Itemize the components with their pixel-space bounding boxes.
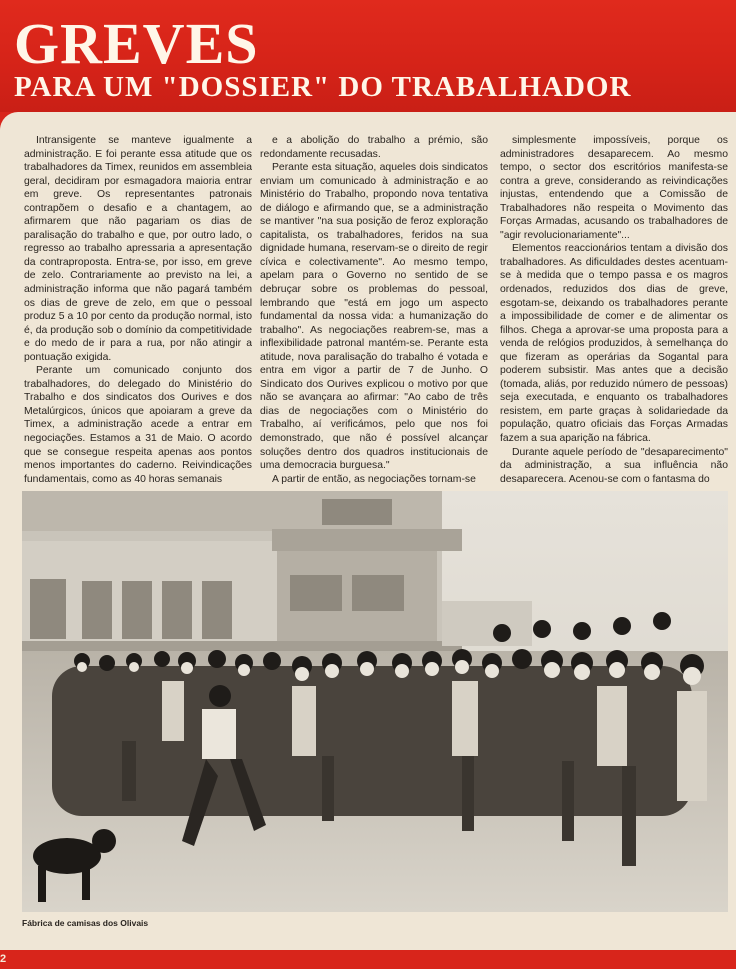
paragraph: A partir de então, as negociações tornam-se <box>272 473 476 484</box>
paragraph: Perante um comunicado conjunto dos trabalhadores, do delegado do Ministério do Trabalho e dos sindicatos dos Ourives e dos Metalúrgicos, únicos que apoiaram a greve da Timex, a administração acede a entrar em negociações. Estamos a 31 de Maio. O acordo que se consegue respeita apenas aos pontos menos importantes do caderno. Reivindicações fundamentais, como as 40 horas semanais <box>24 365 252 484</box>
strike-photo <box>22 491 728 912</box>
paragraph: Durante aquele período de "desaparecimento" da administração, a sua influência não desaparecera. Acenou-se com o fantasma do <box>500 446 728 484</box>
article-subtitle: PARA UM "DOSSIER" DO TRABALHADOR <box>14 71 632 103</box>
page-header <box>0 0 736 112</box>
paragraph: simplesmente impossíveis, porque os administradores desaparecem. Ao mesmo tempo, o sector dos escritórios manifesta-se contra a greve, considerando as reivindicações injustas, entendendo que a Comissão de Trabalhadores não respeita o Movimento das Forças Armadas, acusando os trabalhadores de "agir revolucionariamente"... <box>500 135 728 241</box>
paragraph: e a abolição do trabalho a prémio, são redondamente recusadas. <box>260 135 488 160</box>
photo-caption: Fábrica de camisas dos Olivais <box>22 918 149 928</box>
text-column-2 <box>260 134 488 484</box>
article-title: GREVES <box>14 11 259 76</box>
paragraph: Perante esta situação, aqueles dois sindicatos enviam um comunicado à administração e ao Ministério do Trabalho, propondo nova tentativa de diálogo e afirmando que, se a administração se mantiver "na sua posição de feroz exploração capitalista, os trabalhadores, feridos na sua dignidade humana, reservam-se o direito de regir cívica e colectivamente". Ao mesmo tempo, apelam para o Governo no sentido de se debruçar sobre os problemas do pessoal, lembrando que "está em jogo um aspecto fundamental da nossa vida: a humanização do trabalho". As negociações reabrem-se, mas a inflexibilidade patronal mantém-se. Perante esta atitude, nova paralisação do trabalho é votada e entra em vigor a partir de 7 de Junho. O Sindicato dos Ourives explicou o motivo por que não se avançara ao afirmar: "Ao cabo de três dias de negociações com o Ministério do Trabalho, aí verificámos, pelo que nos foi demonstrado, que não é possível alcançar soluções dentro dos quadros institucionais de uma democracia burguesa." <box>260 162 488 472</box>
paragraph: Elementos reaccionários tentam a divisão dos trabalhadores. As dificuldades destes acentuam-se à medida que o tempo passa e os magros ordenados, reduzidos dos dias de greve, esgotam-se, deixando os trabalhadores perante a impossibilidade de comer e de alimentar os filhos. Chega a aprovar-se uma proposta para a venda de relógios produzidos, à semelhança do que fizeram as operárias da Sogantal para poderem subsistir. Mas antes que a decisão (tomada, aliás, por reduzido número de pessoas) seja executada, e enquanto os trabalhadores resistem, em parte graças à solidariedade da população, quatro oficiais das Forças Armadas fazem a sua aparição na fábrica. <box>500 243 728 445</box>
page-number: 2 <box>0 953 7 965</box>
photo-illustration <box>22 491 728 912</box>
paragraph: Intransigente se manteve igualmente a administração. E foi perante essa atitude que os trabalhadores da Timex, reunidos em assembleia geral, decidiram por esmagadora maioria entrar em greve. Os representantes patronais contrapõem o desafio e a chantagem, ao afirmarem que não pagariam os dias de paralisação do trabalho e que, por outro lado, o regresso ao trabalho apressaria a apresentação da contraproposta. Entra-se, por isso, em greve de zelo. Contrariamente ao previsto na lei, a administração informa que não pagará também os dias de greve de zelo, em que o pessoal produz 5 a 10 por cento da produção normal, isto é, da produção sob o domínio da competitividade e do medo de ir para a rua, por não atingir a pontuação exigida. <box>24 135 252 363</box>
text-column-1 <box>24 134 252 484</box>
text-column-3 <box>500 134 728 484</box>
